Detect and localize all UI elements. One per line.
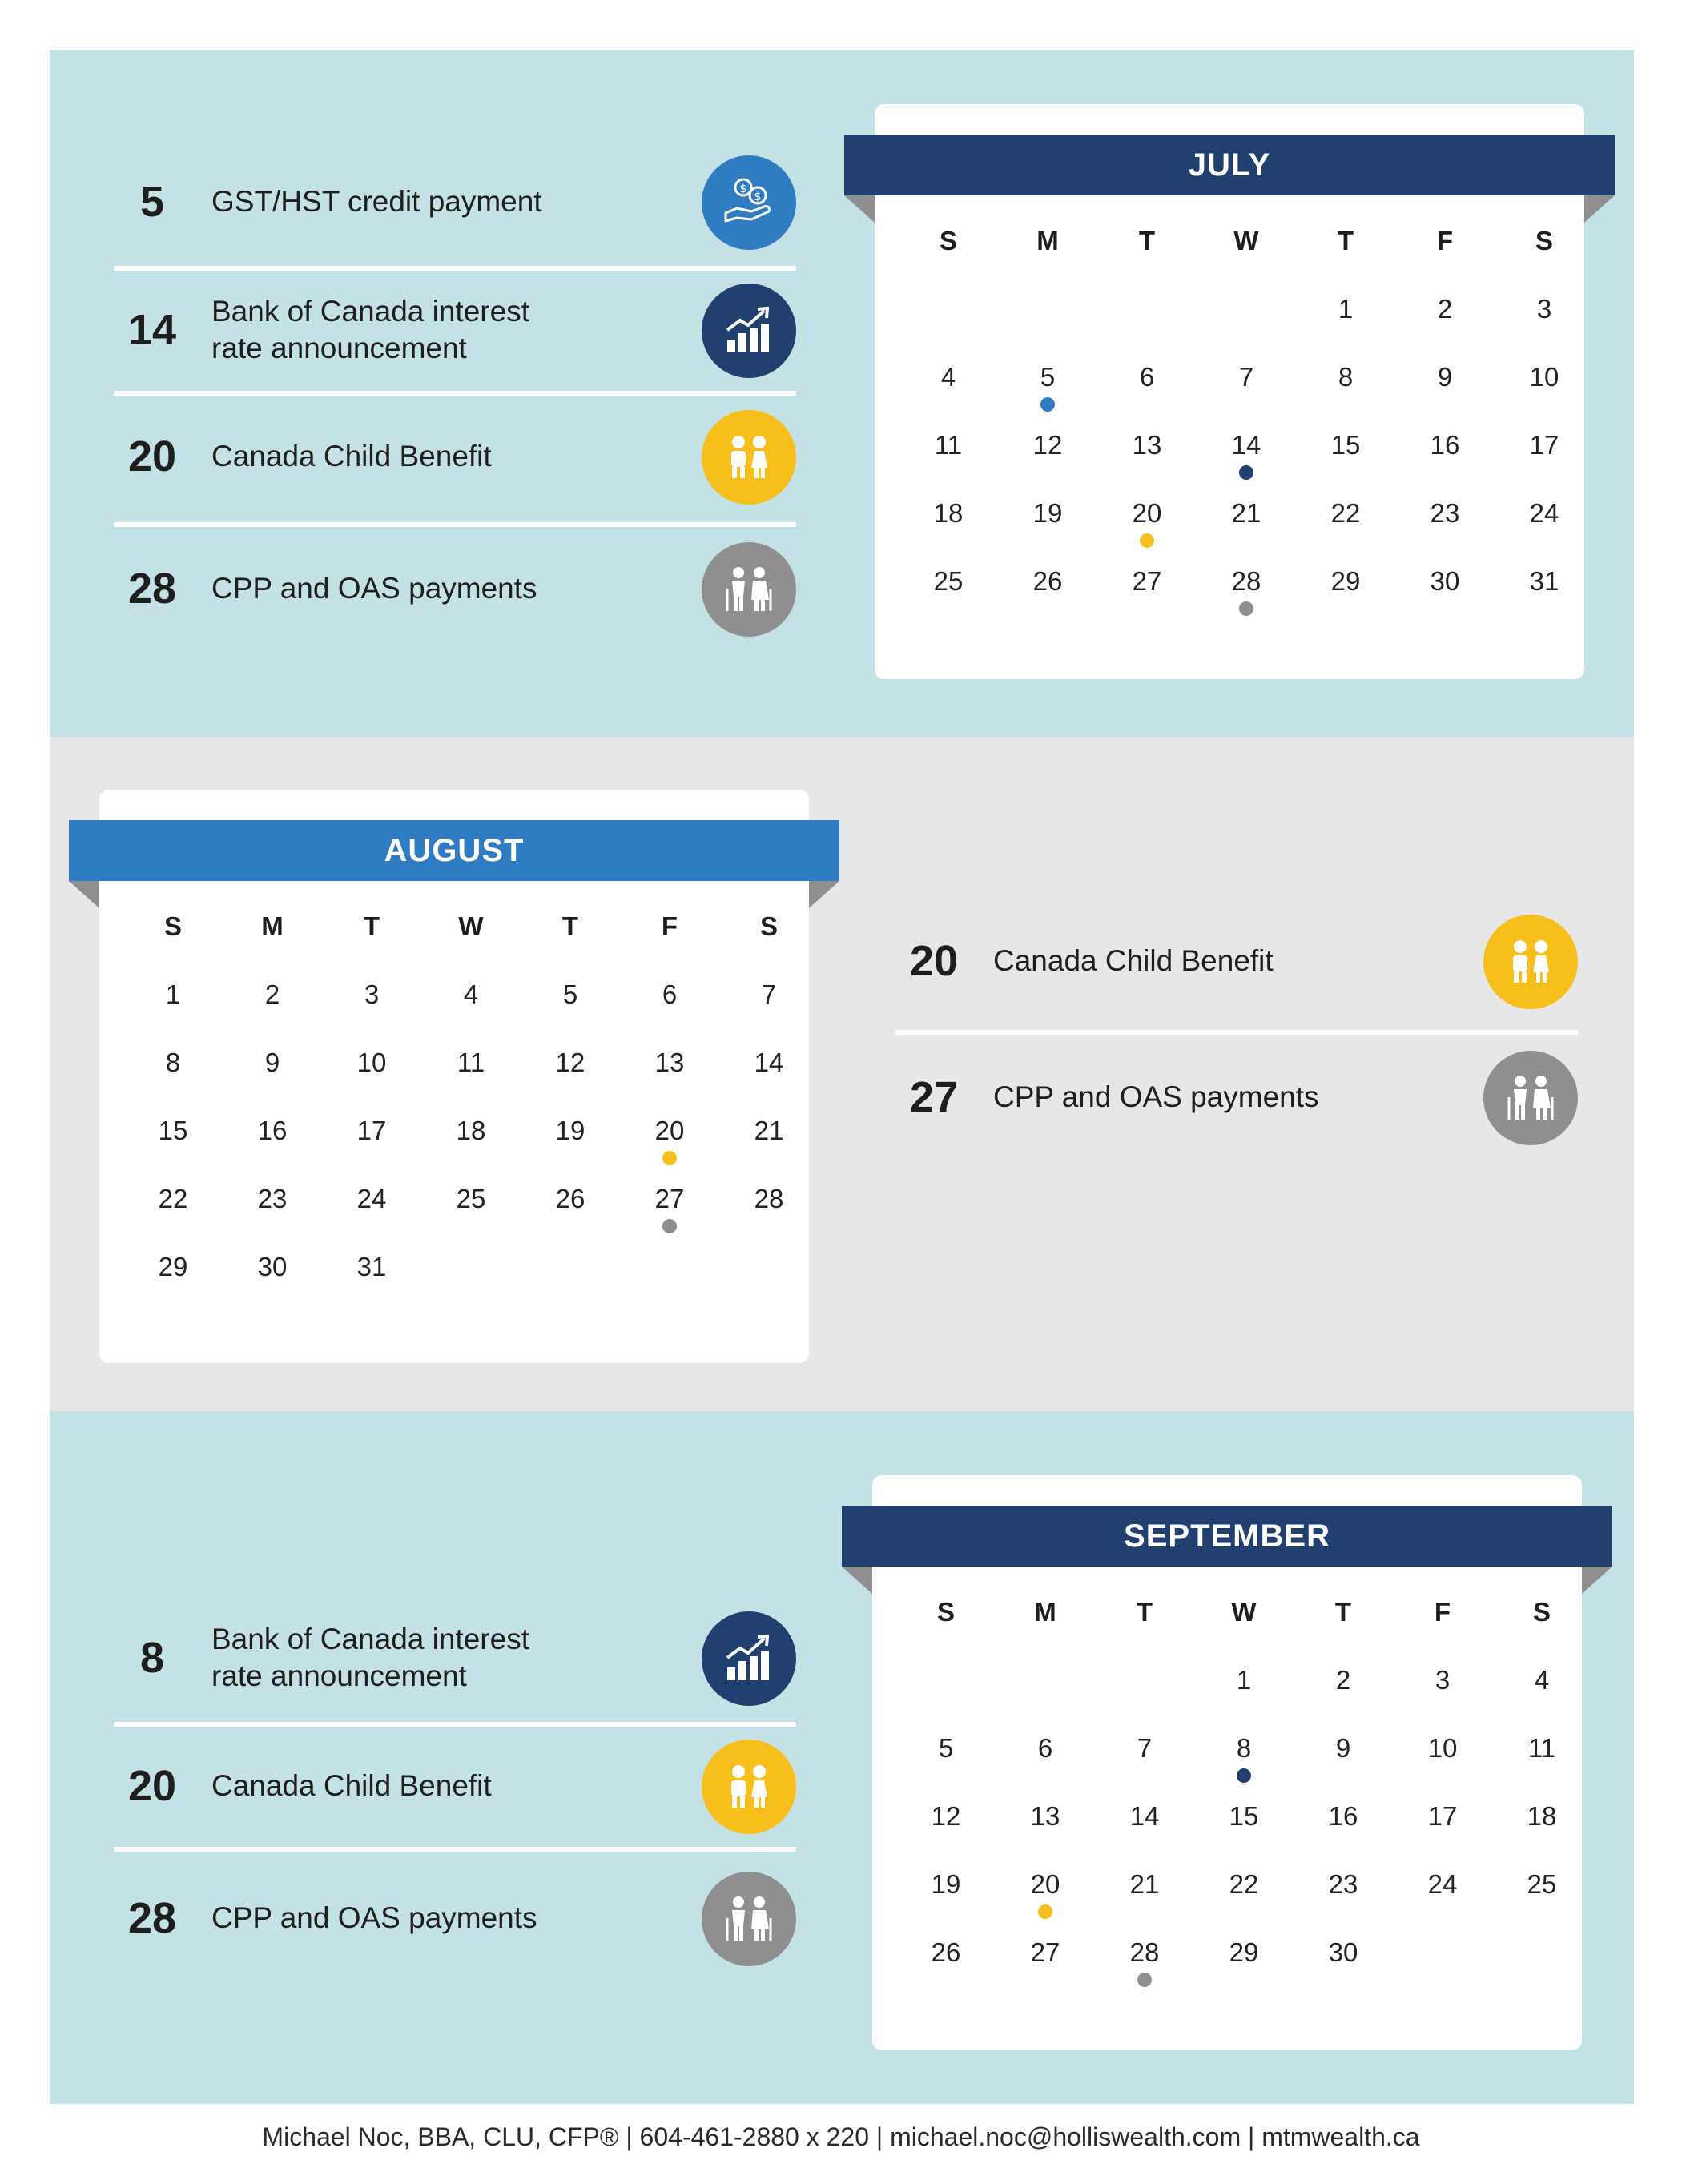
event-label: Canada Child Benefit [993, 944, 1274, 977]
day-of-week-label: W [458, 911, 484, 941]
day-cell [421, 979, 521, 1048]
calendar-august [99, 790, 809, 1363]
event-marker-dot [1239, 465, 1253, 480]
day-cell [521, 1048, 620, 1116]
month-banner: AUGUST [69, 820, 839, 881]
day-cell [1395, 566, 1495, 634]
divider [114, 1722, 796, 1727]
day-of-week-row [899, 226, 1560, 266]
day-number: 25 [456, 1184, 486, 1213]
banner-fold [1582, 1567, 1612, 1594]
day-cell [996, 1869, 1095, 1937]
day-cell [1197, 566, 1296, 634]
event-day: 27 [909, 1073, 959, 1121]
day-number: 13 [1030, 1801, 1060, 1831]
growth-chart-icon [702, 1611, 796, 1706]
day-number: 2 [264, 979, 280, 1009]
day-number: 28 [754, 1184, 784, 1213]
day-number: 27 [654, 1184, 685, 1213]
day-number: 19 [1032, 498, 1063, 528]
event-item [114, 274, 796, 386]
day-number: 26 [1032, 566, 1063, 596]
day-number: 16 [1328, 1801, 1358, 1831]
day-cell [1495, 566, 1594, 634]
banner-fold [842, 1567, 872, 1594]
day-number: 20 [654, 1116, 685, 1145]
day-cell [996, 1937, 1095, 2005]
day-number: 23 [1430, 498, 1460, 528]
day-of-week-label: S [936, 1597, 955, 1627]
event-label: CPP and OAS payments [993, 1080, 1319, 1113]
event-label: CPP and OAS payments [211, 1901, 537, 1934]
day-cell [896, 1869, 996, 1937]
day-number: 12 [931, 1801, 961, 1831]
svg-text:$: $ [739, 183, 747, 195]
event-day: 20 [127, 1762, 177, 1810]
day-number: 21 [1129, 1869, 1160, 1899]
growth-chart-icon [702, 284, 796, 378]
day-cell [719, 1184, 819, 1252]
day-cell [899, 498, 998, 566]
day-number: 29 [1330, 566, 1361, 596]
day-of-week-label: T [561, 911, 579, 941]
day-number: 9 [1335, 1733, 1351, 1763]
event-day: 28 [127, 1894, 177, 1942]
day-number: 15 [1229, 1801, 1259, 1831]
day-of-week-label: T [1136, 1597, 1153, 1627]
event-marker-dot [1137, 1973, 1152, 1987]
day-cell [223, 1048, 322, 1116]
day-number: 11 [934, 430, 963, 460]
day-of-week-label: S [759, 911, 778, 941]
seniors-icon [702, 1872, 796, 1966]
event-label: GST/HST credit payment [211, 185, 542, 218]
day-number: 4 [463, 979, 479, 1009]
day-number: 17 [356, 1116, 387, 1145]
day-cell [1393, 1665, 1492, 1733]
day-cell [1495, 294, 1594, 362]
day-number: 27 [1132, 566, 1162, 596]
day-number: 10 [1529, 362, 1559, 392]
day-number: 19 [555, 1116, 585, 1145]
event-item [114, 1602, 796, 1714]
day-number: 10 [356, 1048, 387, 1077]
day-cell [1395, 430, 1495, 498]
event-day: 20 [909, 937, 959, 985]
day-number: 25 [1527, 1869, 1557, 1899]
day-number: 21 [1231, 498, 1262, 528]
event-day: 28 [127, 565, 177, 613]
event-item [895, 1041, 1578, 1153]
day-number: 3 [364, 979, 380, 1009]
divider [114, 391, 796, 396]
svg-text:$: $ [754, 191, 762, 203]
day-cell [1294, 1937, 1393, 2005]
day-cell [620, 1184, 719, 1252]
day-number: 1 [1338, 294, 1354, 324]
seniors-icon [702, 542, 796, 637]
day-cell [1393, 1801, 1492, 1869]
day-cell [1492, 1869, 1591, 1937]
day-number: 6 [1037, 1733, 1053, 1763]
day-number: 2 [1437, 294, 1453, 324]
event-marker-dot [1239, 601, 1253, 616]
day-number: 17 [1427, 1801, 1458, 1831]
day-of-week-label: S [1532, 1597, 1551, 1627]
day-of-week-label: T [1138, 226, 1156, 255]
banner-fold [1584, 195, 1615, 223]
day-number: 30 [257, 1252, 288, 1281]
day-number: 10 [1427, 1733, 1458, 1763]
day-cell [620, 1116, 719, 1184]
day-number: 16 [257, 1116, 288, 1145]
day-cell [1393, 1869, 1492, 1937]
day-cell [620, 979, 719, 1048]
day-of-week-label: S [939, 226, 957, 255]
day-number: 3 [1435, 1665, 1451, 1695]
month-banner: SEPTEMBER [842, 1506, 1612, 1567]
day-cell [1395, 362, 1495, 430]
august-section [50, 737, 1634, 1411]
day-number: 15 [1330, 430, 1361, 460]
day-cell [421, 1116, 521, 1184]
calendar-september [872, 1475, 1582, 2050]
event-label: Bank of Canada interest rate announcement [211, 1623, 529, 1692]
day-cell [1197, 498, 1296, 566]
day-cell [719, 1116, 819, 1184]
event-label: Bank of Canada interest rate announcement [211, 295, 529, 364]
day-number: 8 [165, 1048, 181, 1077]
day-cell [1095, 1869, 1194, 1937]
day-cell [123, 1252, 223, 1320]
event-label: Canada Child Benefit [211, 1769, 492, 1802]
children-icon [702, 1740, 796, 1834]
day-number: 18 [456, 1116, 486, 1145]
event-item [114, 146, 796, 258]
event-day: 8 [139, 1634, 165, 1682]
day-of-week-label: F [661, 911, 678, 941]
event-marker-dot [662, 1151, 677, 1165]
day-number: 28 [1129, 1937, 1160, 1967]
day-cell [123, 1048, 223, 1116]
day-number: 26 [931, 1937, 961, 1967]
day-cell [998, 498, 1097, 566]
day-number: 22 [1330, 498, 1361, 528]
july-section [50, 50, 1634, 737]
day-number: 11 [1527, 1733, 1556, 1763]
day-of-week-row [896, 1597, 1558, 1637]
day-number: 4 [940, 362, 956, 392]
day-number: 23 [1328, 1869, 1358, 1899]
divider [114, 522, 796, 527]
day-cell [1294, 1801, 1393, 1869]
day-number: 22 [1229, 1869, 1259, 1899]
day-number: 31 [1529, 566, 1559, 596]
day-of-week-label: M [261, 911, 284, 941]
day-number: 7 [761, 979, 777, 1009]
day-cell [1197, 430, 1296, 498]
day-number: 27 [1030, 1937, 1060, 1967]
day-cell [1393, 1733, 1492, 1801]
day-cell [1294, 1733, 1393, 1801]
day-cell [1495, 362, 1594, 430]
day-number: 22 [158, 1184, 188, 1213]
day-cell [996, 1801, 1095, 1869]
day-cell [322, 1048, 421, 1116]
day-number: 8 [1236, 1733, 1252, 1763]
day-cell [1294, 1869, 1393, 1937]
day-of-week-label: S [1535, 226, 1553, 255]
banner-fold [809, 881, 839, 908]
day-cell [1495, 498, 1594, 566]
day-cell [899, 430, 998, 498]
day-cell [322, 1116, 421, 1184]
day-cell [998, 566, 1097, 634]
day-cell [521, 979, 620, 1048]
event-label: CPP and OAS payments [211, 572, 537, 605]
day-number: 11 [457, 1048, 485, 1077]
day-cell [719, 979, 819, 1048]
day-number: 15 [158, 1116, 188, 1145]
day-number: 6 [662, 979, 678, 1009]
day-number: 8 [1338, 362, 1354, 392]
day-cell [1492, 1665, 1591, 1733]
event-item [114, 400, 796, 513]
day-number: 6 [1139, 362, 1155, 392]
day-of-week-label: T [1334, 1597, 1352, 1627]
day-number: 17 [1529, 430, 1559, 460]
day-number: 7 [1137, 1733, 1153, 1763]
day-number: 18 [933, 498, 964, 528]
day-of-week-label: F [1436, 226, 1454, 255]
day-number: 25 [933, 566, 964, 596]
day-cell [1197, 362, 1296, 430]
event-item [895, 905, 1578, 1017]
day-cell [719, 1048, 819, 1116]
day-cell [1296, 362, 1395, 430]
banner-fold [844, 195, 875, 223]
day-number: 29 [1229, 1937, 1259, 1967]
day-cell [1296, 498, 1395, 566]
day-cell [123, 1116, 223, 1184]
day-number: 30 [1328, 1937, 1358, 1967]
event-day: 20 [127, 432, 177, 481]
day-number: 9 [264, 1048, 280, 1077]
day-cell [998, 362, 1097, 430]
day-cell [896, 1801, 996, 1869]
day-number: 13 [654, 1048, 685, 1077]
day-cell [1296, 430, 1395, 498]
day-number: 9 [1437, 362, 1453, 392]
day-cell [421, 1048, 521, 1116]
day-cell [1294, 1665, 1393, 1733]
day-number: 24 [1427, 1869, 1458, 1899]
event-marker-dot [1140, 533, 1154, 548]
day-number: 20 [1132, 498, 1162, 528]
day-number: 3 [1536, 294, 1552, 324]
day-cell [322, 1252, 421, 1320]
day-cell [1194, 1869, 1294, 1937]
day-cell [223, 1184, 322, 1252]
day-cell [1296, 566, 1395, 634]
day-cell [1095, 1733, 1194, 1801]
event-marker-dot [1237, 1768, 1251, 1783]
day-number: 21 [754, 1116, 784, 1145]
day-number: 24 [356, 1184, 387, 1213]
day-number: 31 [356, 1252, 387, 1281]
event-item [114, 1862, 796, 1974]
footer-contact: Michael Noc, BBA, CLU, CFP® | 604-461-2880 x 220 | michael.noc@holliswealth.com | mtmwealth.ca [262, 2122, 1420, 2151]
day-cell [223, 1116, 322, 1184]
day-cell [1194, 1801, 1294, 1869]
hand-coins-icon [702, 155, 796, 250]
day-number: 29 [158, 1252, 188, 1281]
day-cell [996, 1733, 1095, 1801]
day-number: 14 [1129, 1801, 1160, 1831]
day-cell [1194, 1665, 1294, 1733]
day-cell [322, 979, 421, 1048]
day-number: 4 [1534, 1665, 1550, 1695]
event-day: 5 [139, 178, 165, 226]
day-cell [223, 1252, 322, 1320]
month-banner: JULY [844, 135, 1615, 195]
day-cell [421, 1184, 521, 1252]
day-cell [899, 566, 998, 634]
day-cell [1097, 430, 1197, 498]
event-day: 14 [127, 306, 177, 354]
day-number: 24 [1529, 498, 1559, 528]
day-number: 23 [257, 1184, 288, 1213]
day-number: 5 [562, 979, 578, 1009]
day-cell [521, 1116, 620, 1184]
day-number: 20 [1030, 1869, 1060, 1899]
event-label: Canada Child Benefit [211, 440, 492, 473]
day-number: 12 [555, 1048, 585, 1077]
calendar-july [875, 104, 1584, 679]
event-marker-dot [1038, 1904, 1052, 1919]
event-item [114, 1730, 796, 1842]
day-number: 28 [1231, 566, 1262, 596]
day-number: 19 [931, 1869, 961, 1899]
day-of-week-label: M [1036, 226, 1059, 255]
day-number: 14 [1231, 430, 1262, 460]
day-number: 5 [1040, 362, 1056, 392]
day-cell [1097, 362, 1197, 430]
divider [114, 266, 796, 271]
children-icon [702, 410, 796, 505]
day-cell [899, 362, 998, 430]
day-number: 18 [1527, 1801, 1557, 1831]
day-of-week-label: S [163, 911, 182, 941]
day-of-week-label: W [1231, 1597, 1257, 1627]
day-cell [620, 1048, 719, 1116]
day-number: 1 [165, 979, 181, 1009]
day-cell [322, 1184, 421, 1252]
divider [895, 1030, 1578, 1035]
day-cell [1194, 1937, 1294, 2005]
day-number: 16 [1430, 430, 1460, 460]
event-marker-dot [1040, 397, 1055, 412]
day-cell [1095, 1801, 1194, 1869]
day-of-week-label: T [363, 911, 380, 941]
day-number: 26 [555, 1184, 585, 1213]
day-cell [1097, 498, 1197, 566]
day-number: 1 [1236, 1665, 1252, 1695]
day-number: 13 [1132, 430, 1162, 460]
day-cell [521, 1184, 620, 1252]
day-cell [896, 1733, 996, 1801]
day-number: 14 [754, 1048, 784, 1077]
day-of-week-label: M [1034, 1597, 1056, 1627]
event-marker-dot [662, 1219, 677, 1233]
day-number: 5 [938, 1733, 954, 1763]
day-cell [896, 1937, 996, 2005]
children-icon [1483, 915, 1578, 1009]
day-cell [1395, 294, 1495, 362]
day-cell [1194, 1733, 1294, 1801]
day-cell [1095, 1937, 1194, 2005]
seniors-icon [1483, 1051, 1578, 1145]
day-number: 30 [1430, 566, 1460, 596]
event-item [114, 533, 796, 645]
day-of-week-label: W [1233, 226, 1259, 255]
day-cell [123, 1184, 223, 1252]
day-cell [1492, 1733, 1591, 1801]
day-number: 12 [1032, 430, 1063, 460]
day-of-week-label: T [1337, 226, 1354, 255]
day-number: 2 [1335, 1665, 1351, 1695]
september-section [50, 1411, 1634, 2104]
day-cell [123, 979, 223, 1048]
day-cell [223, 979, 322, 1048]
day-cell [1395, 498, 1495, 566]
day-number: 7 [1238, 362, 1254, 392]
divider [114, 1847, 796, 1852]
day-cell [1495, 430, 1594, 498]
day-cell [1296, 294, 1395, 362]
day-of-week-row [123, 911, 785, 951]
day-cell [1492, 1801, 1591, 1869]
day-of-week-label: F [1434, 1597, 1451, 1627]
day-cell [998, 430, 1097, 498]
banner-fold [69, 881, 99, 908]
day-cell [1097, 566, 1197, 634]
